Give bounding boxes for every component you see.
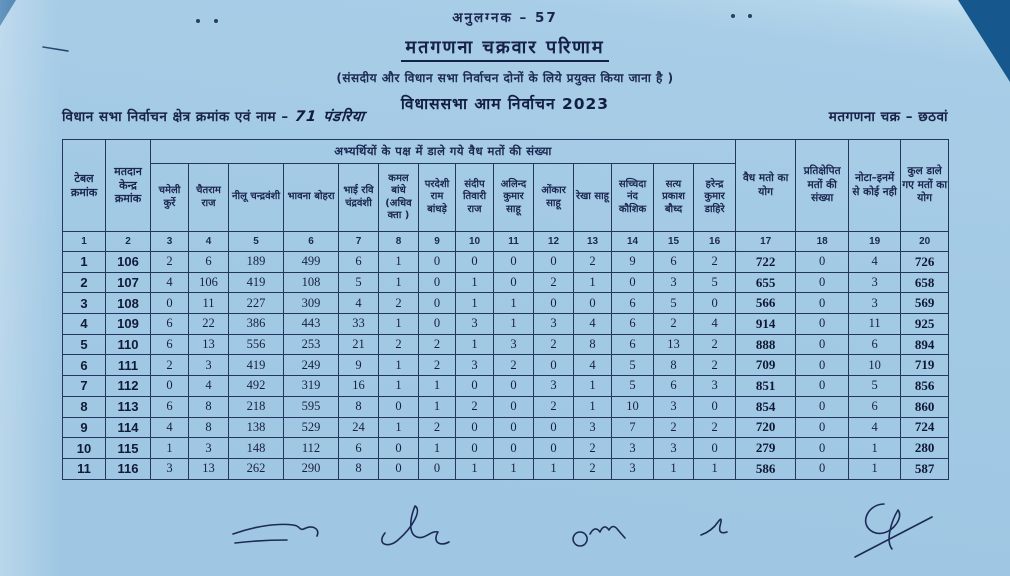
table-cell: 854 xyxy=(736,396,796,417)
table-cell: 107 xyxy=(106,272,151,293)
header-valid-total: वैध मतो का योग xyxy=(736,140,796,232)
table-cell: 0 xyxy=(796,334,849,355)
table-cell: 1 xyxy=(534,458,574,479)
table-cell: 0 xyxy=(494,272,534,293)
column-number: 7 xyxy=(339,232,379,252)
table-cell: 0 xyxy=(796,272,849,293)
table-cell: 1 xyxy=(379,314,419,335)
candidate-header: सत्य प्रकाश बौध्द xyxy=(654,164,694,232)
table-cell: 9 xyxy=(339,355,379,376)
table-row xyxy=(63,272,949,293)
table-cell: 3 xyxy=(612,458,654,479)
table-cell: 0 xyxy=(796,458,849,479)
signature-mark xyxy=(701,519,727,535)
table-cell: 1 xyxy=(379,417,419,438)
signatures-strip xyxy=(0,486,1010,576)
table-cell: 4 xyxy=(339,293,379,314)
table-cell: 386 xyxy=(229,314,284,335)
table-cell: 7 xyxy=(612,417,654,438)
candidate-header: ओंकार साहू xyxy=(534,164,574,232)
table-cell: 11 xyxy=(63,458,106,479)
table-cell: 0 xyxy=(419,293,456,314)
table-cell: 6 xyxy=(849,334,901,355)
table-cell: 3 xyxy=(63,293,106,314)
table-cell: 1 xyxy=(574,376,612,397)
column-number: 19 xyxy=(849,232,901,252)
table-cell: 0 xyxy=(494,376,534,397)
table-cell: 8 xyxy=(339,396,379,417)
table-cell: 9 xyxy=(63,417,106,438)
table-cell: 6 xyxy=(151,396,189,417)
column-number: 6 xyxy=(284,232,339,252)
column-number: 8 xyxy=(379,232,419,252)
table-cell: 253 xyxy=(284,334,339,355)
table-cell: 2 xyxy=(419,417,456,438)
table-cell: 0 xyxy=(151,376,189,397)
table-cell: 724 xyxy=(901,417,949,438)
table-cell: 0 xyxy=(796,252,849,273)
table-cell: 10 xyxy=(612,396,654,417)
table-cell: 6 xyxy=(189,252,229,273)
column-number: 14 xyxy=(612,232,654,252)
table-cell: 419 xyxy=(229,355,284,376)
table-cell: 4 xyxy=(574,314,612,335)
table-cell: 851 xyxy=(736,376,796,397)
annexure-label: अनुलग्नक – 57 xyxy=(452,10,558,26)
table-cell: 8 xyxy=(654,355,694,376)
table-cell: 8 xyxy=(339,458,379,479)
table-cell: 0 xyxy=(151,293,189,314)
table-cell: 1 xyxy=(574,272,612,293)
table-cell: 108 xyxy=(284,272,339,293)
table-cell: 2 xyxy=(654,417,694,438)
table-cell: 6 xyxy=(612,314,654,335)
header-rejected: प्रतिक्षेपित मतों की संख्या xyxy=(796,140,849,232)
table-cell: 1 xyxy=(379,376,419,397)
table-cell: 309 xyxy=(284,293,339,314)
table-cell: 0 xyxy=(456,376,494,397)
table-cell: 4 xyxy=(151,272,189,293)
table-cell: 722 xyxy=(736,252,796,273)
table-cell: 1 xyxy=(379,355,419,376)
table-cell: 4 xyxy=(151,417,189,438)
table-cell: 0 xyxy=(612,272,654,293)
table-cell: 0 xyxy=(419,314,456,335)
table-row xyxy=(63,458,949,479)
table-cell: 8 xyxy=(63,396,106,417)
column-number: 10 xyxy=(456,232,494,252)
table-cell: 2 xyxy=(494,355,534,376)
table-cell: 587 xyxy=(901,458,949,479)
table-row xyxy=(63,396,949,417)
table-cell: 5 xyxy=(694,272,736,293)
table-cell: 112 xyxy=(284,438,339,459)
table-cell: 5 xyxy=(654,293,694,314)
table-cell: 2 xyxy=(574,458,612,479)
candidate-header: चैतराम राज xyxy=(189,164,229,232)
table-cell: 3 xyxy=(654,396,694,417)
column-number: 1 xyxy=(63,232,106,252)
table-cell: 3 xyxy=(654,272,694,293)
table-cell: 556 xyxy=(229,334,284,355)
column-number: 12 xyxy=(534,232,574,252)
table-cell: 2 xyxy=(151,252,189,273)
candidate-header: हरेन्द्र कुमार डाहिरे xyxy=(694,164,736,232)
table-cell: 0 xyxy=(534,355,574,376)
table-cell: 218 xyxy=(229,396,284,417)
table-cell: 0 xyxy=(494,417,534,438)
table-cell: 1 xyxy=(456,458,494,479)
table-cell: 2 xyxy=(534,272,574,293)
table-row xyxy=(63,334,949,355)
table-cell: 6 xyxy=(612,334,654,355)
table-cell: 2 xyxy=(151,355,189,376)
table-cell: 2 xyxy=(379,293,419,314)
table-cell: 1 xyxy=(494,314,534,335)
table-cell: 0 xyxy=(694,438,736,459)
table-cell: 1 xyxy=(849,438,901,459)
candidate-header: चमेली कुर्रे xyxy=(151,164,189,232)
table-cell: 0 xyxy=(796,396,849,417)
candidate-header: परदेशी राम बांधड़े xyxy=(419,164,456,232)
table-cell: 1 xyxy=(694,458,736,479)
table-cell: 115 xyxy=(106,438,151,459)
table-cell: 726 xyxy=(901,252,949,273)
table-cell: 860 xyxy=(901,396,949,417)
table-cell: 0 xyxy=(796,293,849,314)
table-cell: 0 xyxy=(456,438,494,459)
table-cell: 3 xyxy=(534,314,574,335)
table-cell: 0 xyxy=(456,417,494,438)
table-cell: 0 xyxy=(796,376,849,397)
table-cell: 111 xyxy=(106,355,151,376)
table-cell: 2 xyxy=(694,252,736,273)
table-row xyxy=(63,293,949,314)
column-number: 18 xyxy=(796,232,849,252)
table-cell: 1 xyxy=(849,458,901,479)
table-cell: 2 xyxy=(694,334,736,355)
table-cell: 1 xyxy=(574,396,612,417)
table-cell: 6 xyxy=(339,438,379,459)
candidate-header: सच्चिदा नंद कौशिक xyxy=(612,164,654,232)
table-cell: 13 xyxy=(189,334,229,355)
candidate-header: भाई रवि चंद्रवंशी xyxy=(339,164,379,232)
table-cell: 108 xyxy=(106,293,151,314)
table-cell: 2 xyxy=(419,334,456,355)
table-cell: 0 xyxy=(534,438,574,459)
table-cell: 586 xyxy=(736,458,796,479)
group-header-row xyxy=(63,140,949,164)
table-cell: 2 xyxy=(534,334,574,355)
table-cell: 4 xyxy=(189,376,229,397)
table-cell: 11 xyxy=(849,314,901,335)
table-cell: 109 xyxy=(106,314,151,335)
table-cell: 1 xyxy=(456,272,494,293)
table-cell: 1 xyxy=(379,252,419,273)
table-cell: 0 xyxy=(419,252,456,273)
table-row xyxy=(63,355,949,376)
table-cell: 189 xyxy=(229,252,284,273)
table-row xyxy=(63,417,949,438)
table-cell: 0 xyxy=(694,293,736,314)
table-cell: 4 xyxy=(63,314,106,335)
table-cell: 2 xyxy=(379,334,419,355)
table-cell: 4 xyxy=(849,252,901,273)
table-cell: 21 xyxy=(339,334,379,355)
constituency-label: विधान सभा निर्वाचन क्षेत्र क्रमांक एवं नाम – xyxy=(62,109,289,125)
column-number: 15 xyxy=(654,232,694,252)
table-cell: 1 xyxy=(379,272,419,293)
table-cell: 2 xyxy=(574,438,612,459)
table-cell: 0 xyxy=(694,396,736,417)
table-cell: 2 xyxy=(456,396,494,417)
table-cell: 148 xyxy=(229,438,284,459)
table-row xyxy=(63,376,949,397)
table-cell: 10 xyxy=(849,355,901,376)
table-cell: 492 xyxy=(229,376,284,397)
table-cell: 6 xyxy=(339,252,379,273)
table-cell: 6 xyxy=(612,293,654,314)
header-valid-votes-group: अभ्यर्थियों के पक्ष में डाले गये वैध मतों की संख्या xyxy=(151,140,736,164)
table-cell: 3 xyxy=(189,438,229,459)
table-cell: 1 xyxy=(419,438,456,459)
table-cell: 6 xyxy=(849,396,901,417)
table-cell: 0 xyxy=(534,252,574,273)
table-row xyxy=(63,252,949,273)
table-cell: 5 xyxy=(612,376,654,397)
table-cell: 595 xyxy=(284,396,339,417)
candidate-header: संदीप तिवारी राज xyxy=(456,164,494,232)
table-cell: 6 xyxy=(151,314,189,335)
table-cell: 3 xyxy=(654,438,694,459)
table-cell: 11 xyxy=(189,293,229,314)
constituency-value: 71 पंडरिया xyxy=(293,109,366,125)
table-cell: 0 xyxy=(796,417,849,438)
table-cell: 0 xyxy=(379,438,419,459)
table-cell: 9 xyxy=(612,252,654,273)
election-title: विधाससभा आम निर्वाचन 2023 xyxy=(400,95,610,113)
table-cell: 114 xyxy=(106,417,151,438)
table-cell: 3 xyxy=(456,314,494,335)
table-cell: 1 xyxy=(151,438,189,459)
candidate-header: रेखा साहू xyxy=(574,164,612,232)
table-cell: 0 xyxy=(379,458,419,479)
table-cell: 709 xyxy=(736,355,796,376)
table-cell: 5 xyxy=(849,376,901,397)
table-cell: 227 xyxy=(229,293,284,314)
table-cell: 1 xyxy=(494,293,534,314)
table-cell: 4 xyxy=(849,417,901,438)
table-cell: 5 xyxy=(612,355,654,376)
table-cell: 3 xyxy=(456,355,494,376)
table-cell: 529 xyxy=(284,417,339,438)
table-cell: 0 xyxy=(534,417,574,438)
table-cell: 6 xyxy=(151,334,189,355)
table-cell: 1 xyxy=(419,396,456,417)
table-cell: 3 xyxy=(849,272,901,293)
table-cell: 4 xyxy=(694,314,736,335)
header-nota: नोटा–इनमें से कोई नही xyxy=(849,140,901,232)
table-cell: 279 xyxy=(736,438,796,459)
round-label: मतगणना चक्र – छठवां xyxy=(828,109,948,125)
header-booth-no: मतदान केन्द्र क्रमांक xyxy=(106,140,151,232)
page-title: मतगणना चक्रवार परिणाम xyxy=(401,35,608,62)
table-cell: 0 xyxy=(796,438,849,459)
table-cell: 0 xyxy=(796,355,849,376)
candidate-header: कमल बांधे (अधिवक्ता ) xyxy=(379,164,419,232)
table-cell: 1 xyxy=(456,293,494,314)
table-cell: 24 xyxy=(339,417,379,438)
table-row xyxy=(63,314,949,335)
table-row xyxy=(63,438,949,459)
table-cell: 3 xyxy=(574,417,612,438)
table-cell: 16 xyxy=(339,376,379,397)
constituency-line xyxy=(62,106,365,126)
column-number: 20 xyxy=(901,232,949,252)
results-table xyxy=(62,139,949,480)
table-cell: 33 xyxy=(339,314,379,335)
table-cell: 2 xyxy=(419,355,456,376)
results-table-body xyxy=(63,252,949,480)
table-cell: 5 xyxy=(339,272,379,293)
table-cell: 22 xyxy=(189,314,229,335)
table-cell: 888 xyxy=(736,334,796,355)
header-table-no: टेबल क्रमांक xyxy=(63,140,106,232)
table-cell: 3 xyxy=(849,293,901,314)
table-cell: 443 xyxy=(284,314,339,335)
table-cell: 106 xyxy=(189,272,229,293)
table-cell: 6 xyxy=(63,355,106,376)
table-cell: 290 xyxy=(284,458,339,479)
candidate-header: भावना बोहरा xyxy=(284,164,339,232)
table-cell: 925 xyxy=(901,314,949,335)
table-cell: 138 xyxy=(229,417,284,438)
table-cell: 7 xyxy=(63,376,106,397)
table-cell: 1 xyxy=(456,334,494,355)
table-cell: 0 xyxy=(419,458,456,479)
column-number: 4 xyxy=(189,232,229,252)
table-cell: 2 xyxy=(574,252,612,273)
column-number: 11 xyxy=(494,232,534,252)
table-cell: 0 xyxy=(534,293,574,314)
table-cell: 0 xyxy=(494,396,534,417)
column-number: 13 xyxy=(574,232,612,252)
table-cell: 6 xyxy=(654,252,694,273)
table-cell: 3 xyxy=(694,376,736,397)
column-number: 9 xyxy=(419,232,456,252)
scan-corner-top-left xyxy=(0,0,16,26)
header-grand-total: कुल डाले गए मतों का योग xyxy=(901,140,949,232)
table-cell: 419 xyxy=(229,272,284,293)
table-cell: 112 xyxy=(106,376,151,397)
table-cell: 2 xyxy=(654,314,694,335)
candidate-header: अलिन्द कुमार साहू xyxy=(494,164,534,232)
table-cell: 1 xyxy=(654,458,694,479)
table-cell: 13 xyxy=(189,458,229,479)
signature-mark xyxy=(382,506,449,545)
table-cell: 0 xyxy=(574,293,612,314)
table-cell: 113 xyxy=(106,396,151,417)
table-cell: 2 xyxy=(534,396,574,417)
column-number: 3 xyxy=(151,232,189,252)
column-number: 17 xyxy=(736,232,796,252)
table-cell: 499 xyxy=(284,252,339,273)
table-cell: 10 xyxy=(63,438,106,459)
table-cell: 719 xyxy=(901,355,949,376)
table-cell: 8 xyxy=(574,334,612,355)
signature-mark xyxy=(855,504,932,557)
table-cell: 0 xyxy=(456,252,494,273)
table-cell: 110 xyxy=(106,334,151,355)
column-number: 16 xyxy=(694,232,736,252)
table-cell: 319 xyxy=(284,376,339,397)
table-cell: 2 xyxy=(694,417,736,438)
table-cell: 0 xyxy=(419,272,456,293)
table-cell: 2 xyxy=(694,355,736,376)
table-cell: 569 xyxy=(901,293,949,314)
page-subtitle: (संसदीय और विधान सभा निर्वाचन दोनों के लिये प्रयुक्त किया जाना है ) xyxy=(336,71,674,85)
table-cell: 856 xyxy=(901,376,949,397)
table-cell: 914 xyxy=(736,314,796,335)
table-cell: 2 xyxy=(63,272,106,293)
table-cell: 0 xyxy=(796,314,849,335)
table-cell: 655 xyxy=(736,272,796,293)
table-cell: 894 xyxy=(901,334,949,355)
table-cell: 0 xyxy=(494,438,534,459)
candidate-header: नीलू चन्द्रवंशी xyxy=(229,164,284,232)
table-cell: 6 xyxy=(654,376,694,397)
table-cell: 8 xyxy=(189,417,229,438)
table-cell: 5 xyxy=(63,334,106,355)
table-cell: 566 xyxy=(736,293,796,314)
table-cell: 280 xyxy=(901,438,949,459)
table-cell: 249 xyxy=(284,355,339,376)
table-cell: 13 xyxy=(654,334,694,355)
table-cell: 720 xyxy=(736,417,796,438)
table-cell: 0 xyxy=(494,252,534,273)
table-cell: 3 xyxy=(151,458,189,479)
table-cell: 1 xyxy=(63,252,106,273)
signature-mark xyxy=(233,524,318,543)
column-number: 5 xyxy=(229,232,284,252)
table-cell: 106 xyxy=(106,252,151,273)
table-cell: 658 xyxy=(901,272,949,293)
signature-mark xyxy=(573,527,625,546)
table-cell: 116 xyxy=(106,458,151,479)
table-cell: 262 xyxy=(229,458,284,479)
table-cell: 4 xyxy=(574,355,612,376)
table-cell: 1 xyxy=(494,458,534,479)
table-cell: 1 xyxy=(419,376,456,397)
table-cell: 3 xyxy=(612,438,654,459)
column-numbers-row xyxy=(63,232,949,252)
table-cell: 3 xyxy=(534,376,574,397)
column-number: 2 xyxy=(106,232,151,252)
table-cell: 3 xyxy=(494,334,534,355)
table-cell: 3 xyxy=(189,355,229,376)
table-cell: 8 xyxy=(189,396,229,417)
table-cell: 0 xyxy=(379,396,419,417)
